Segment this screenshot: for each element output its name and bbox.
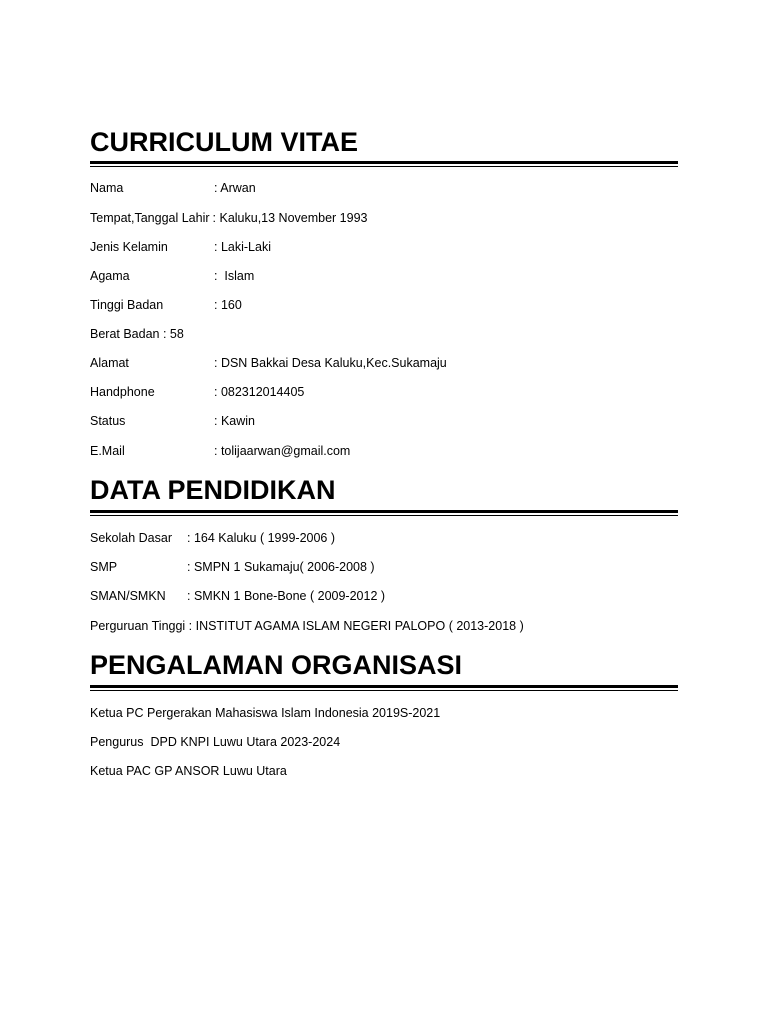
personal-row-phone bbox=[90, 386, 304, 399]
personal-row-religion bbox=[90, 270, 254, 283]
education-title: DATA PENDIDIKAN bbox=[90, 475, 336, 505]
education-value: : INSTITUT AGAMA ISLAM NEGERI PALOPO ( 2013-2018 ) bbox=[185, 619, 524, 633]
education-value: : SMKN 1 Bone-Bone ( 2009-2012 ) bbox=[187, 589, 386, 603]
personal-label: Handphone bbox=[90, 385, 155, 399]
personal-value: : 160 bbox=[214, 298, 242, 312]
education-label: SMAN/SMKN bbox=[90, 589, 166, 603]
organization-item: Pengurus DPD KNPI Luwu Utara 2023-2024 bbox=[90, 735, 341, 749]
personal-value: : Laki-Laki bbox=[214, 240, 271, 254]
education-value: : SMPN 1 Sukamaju( 2006-2008 ) bbox=[187, 560, 375, 574]
personal-value: : tolijaarwan@gmail.com bbox=[214, 444, 351, 458]
personal-row-email bbox=[90, 445, 350, 458]
cv-title: CURRICULUM VITAE bbox=[90, 127, 358, 157]
personal-value: : Kaluku,13 November 1993 bbox=[212, 211, 368, 225]
organization-title-underline bbox=[90, 685, 678, 691]
personal-row-birth bbox=[90, 212, 368, 225]
personal-value: : Islam bbox=[214, 269, 255, 283]
personal-label: Jenis Kelamin bbox=[90, 240, 168, 254]
organization-item: Ketua PC Pergerakan Mahasiswa Islam Indonesia 2019S-2021 bbox=[90, 706, 441, 720]
personal-value: : Kawin bbox=[214, 414, 255, 428]
personal-label: Berat Badan : 58 bbox=[90, 327, 184, 341]
cv-title-underline bbox=[90, 161, 678, 167]
personal-row-weight bbox=[90, 328, 184, 341]
personal-label: Tinggi Badan bbox=[90, 298, 164, 312]
education-row-sma bbox=[90, 590, 385, 603]
personal-label: Alamat bbox=[90, 356, 129, 370]
personal-label: E.Mail bbox=[90, 444, 125, 458]
education-row-sd bbox=[90, 532, 335, 545]
education-row-smp bbox=[90, 561, 375, 574]
education-row-university bbox=[90, 620, 524, 633]
personal-row-gender bbox=[90, 241, 271, 254]
personal-value: : 082312014405 bbox=[214, 385, 305, 399]
education-title-underline bbox=[90, 510, 678, 516]
personal-row-name bbox=[90, 182, 256, 195]
personal-label: Tempat,Tanggal Lahir bbox=[90, 211, 210, 225]
personal-label: Status bbox=[90, 414, 126, 428]
personal-row-status bbox=[90, 415, 255, 428]
education-label: Sekolah Dasar bbox=[90, 531, 172, 545]
education-value: : 164 Kaluku ( 1999-2006 ) bbox=[187, 531, 336, 545]
organization-title: PENGALAMAN ORGANISASI bbox=[90, 650, 463, 680]
organization-item: Ketua PAC GP ANSOR Luwu Utara bbox=[90, 764, 287, 778]
personal-label: Nama bbox=[90, 181, 124, 195]
education-label: Perguruan Tinggi bbox=[90, 619, 186, 633]
personal-value: : DSN Bakkai Desa Kaluku,Kec.Sukamaju bbox=[214, 356, 447, 370]
personal-row-height bbox=[90, 299, 242, 312]
personal-value: : Arwan bbox=[214, 181, 256, 195]
personal-label: Agama bbox=[90, 269, 130, 283]
education-label: SMP bbox=[90, 560, 118, 574]
personal-row-address bbox=[90, 357, 447, 370]
